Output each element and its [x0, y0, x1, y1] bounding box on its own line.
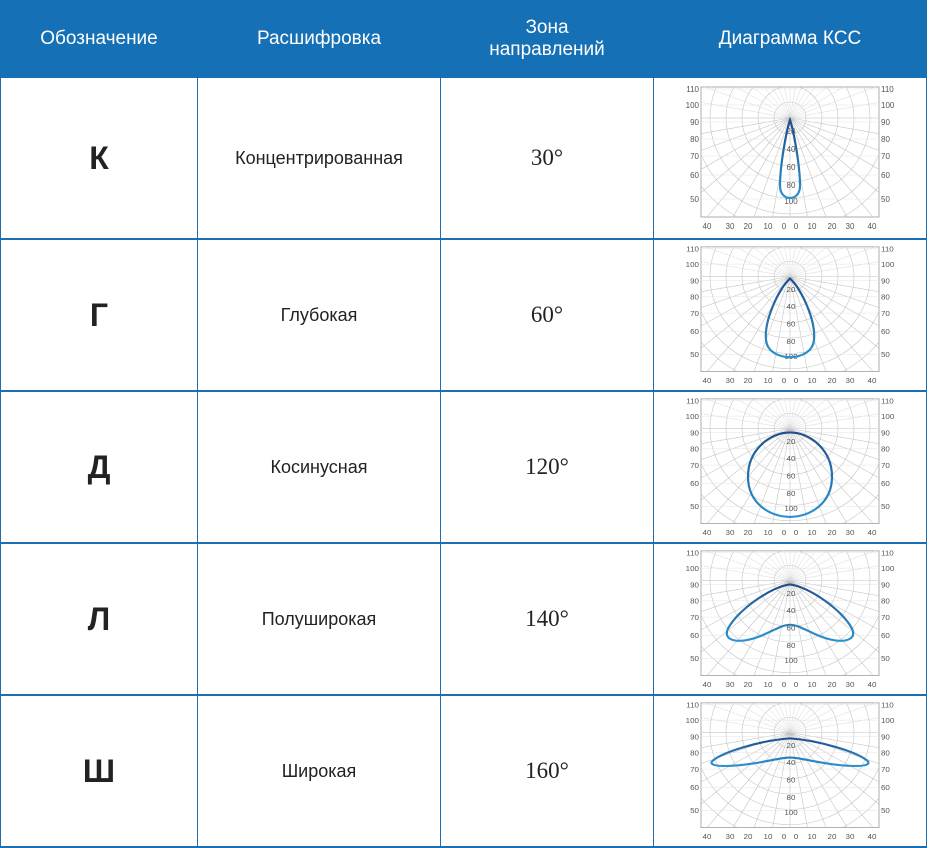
left-scale-label: 70	[690, 461, 699, 470]
right-scale-label: 90	[881, 276, 890, 286]
bottom-angle-label: 20	[743, 376, 753, 386]
bottom-angle-label: 10	[763, 222, 773, 231]
right-scale-label: 50	[881, 502, 890, 512]
right-scale-label: 90	[881, 428, 890, 438]
row-code: Г	[1, 239, 198, 391]
radial-scale-label: 100	[784, 352, 798, 362]
radial-scale-label: 20	[786, 437, 796, 446]
right-scale-label: 50	[881, 195, 890, 204]
bottom-angle-label: 30	[725, 680, 735, 690]
right-scale-label: 60	[881, 479, 890, 489]
row-code: К	[1, 78, 198, 239]
row-name: Широкая	[198, 695, 441, 847]
row-code: Л	[1, 543, 198, 695]
right-scale-label: 100	[881, 716, 895, 725]
bottom-angle-label: 30	[725, 222, 735, 231]
right-scale-label: 90	[881, 118, 890, 127]
bottom-angle-label: 20	[743, 528, 753, 538]
left-scale-label: 50	[690, 654, 699, 664]
bottom-angle-label: 40	[867, 222, 877, 231]
bottom-angle-label: 30	[845, 222, 855, 231]
bottom-angle-label: 30	[725, 528, 735, 538]
kss-polar-diagram	[682, 396, 898, 538]
row-diagram	[654, 78, 927, 239]
left-scale-label: 60	[690, 327, 699, 337]
radial-scale-label: 60	[786, 623, 796, 633]
radial-scale-label: 40	[786, 302, 796, 312]
radial-scale-label: 80	[786, 640, 796, 650]
right-scale-label: 70	[881, 461, 890, 470]
radial-scale-label: 20	[786, 285, 796, 294]
left-scale-label: 70	[690, 765, 699, 774]
radial-scale-label: 80	[786, 336, 796, 346]
kss-polar-diagram	[682, 700, 898, 842]
left-scale-label: 70	[690, 309, 699, 318]
bottom-angle-label: 40	[867, 680, 877, 690]
header-zone-line2: направлений	[489, 39, 605, 60]
right-scale-label: 70	[881, 152, 890, 161]
right-scale-label: 110	[881, 396, 894, 406]
row-zone: 120°	[441, 391, 654, 543]
right-scale-label: 60	[881, 631, 890, 641]
right-scale-label: 50	[881, 654, 890, 664]
radial-scale-label: 60	[786, 163, 796, 172]
row-code: Ш	[1, 695, 198, 847]
radial-scale-label: 40	[786, 606, 796, 616]
right-scale-label: 60	[881, 783, 890, 793]
left-scale-label: 80	[690, 596, 699, 606]
header-designation: Обозначение	[1, 0, 198, 78]
bottom-angle-label: 10	[763, 528, 773, 538]
row-code: Д	[1, 391, 198, 543]
bottom-angle-label: 40	[702, 376, 712, 386]
left-scale-label: 90	[690, 732, 699, 742]
table-row	[1, 543, 927, 695]
bottom-angle-label: 20	[743, 222, 753, 231]
bottom-angle-label: 0	[793, 680, 799, 690]
right-scale-label: 70	[881, 613, 890, 622]
left-scale-label: 110	[686, 396, 699, 406]
left-scale-label: 80	[690, 135, 699, 144]
bottom-angle-label: 20	[827, 832, 837, 842]
header-kss-diagram: Диаграмма КСС	[654, 0, 927, 78]
row-zone: 60°	[441, 239, 654, 391]
bottom-angle-label: 0	[781, 832, 787, 842]
left-scale-label: 90	[690, 276, 699, 286]
right-scale-label: 50	[881, 350, 890, 360]
radial-scale-label: 100	[784, 197, 798, 206]
right-scale-label: 90	[881, 732, 890, 742]
right-scale-label: 80	[881, 596, 890, 606]
radial-scale-label: 80	[786, 488, 796, 498]
left-scale-label: 60	[690, 631, 699, 641]
kss-polar-diagram	[682, 84, 898, 232]
row-diagram	[654, 695, 927, 847]
row-name: Глубокая	[198, 239, 441, 391]
left-scale-label: 70	[690, 152, 699, 161]
right-scale-label: 100	[881, 564, 895, 573]
bottom-angle-label: 10	[807, 832, 817, 842]
radial-scale-label: 20	[786, 741, 796, 750]
radial-scale-label: 100	[784, 808, 798, 818]
left-scale-label: 110	[686, 244, 699, 254]
row-zone: 160°	[441, 695, 654, 847]
bottom-angle-label: 40	[867, 528, 877, 538]
row-zone: 30°	[441, 78, 654, 239]
bottom-angle-label: 30	[725, 832, 735, 842]
radial-scale-label: 60	[786, 319, 796, 329]
bottom-angle-label: 10	[807, 528, 817, 538]
left-scale-label: 110	[686, 548, 699, 558]
table-header-row	[1, 0, 927, 78]
table-row	[1, 78, 927, 239]
bottom-angle-label: 0	[781, 528, 787, 538]
radial-scale-label: 40	[786, 758, 796, 768]
bottom-angle-label: 10	[763, 376, 773, 386]
bottom-angle-label: 10	[807, 376, 817, 386]
right-scale-label: 60	[881, 327, 890, 337]
bottom-angle-label: 20	[743, 832, 753, 842]
left-scale-label: 90	[690, 428, 699, 438]
right-scale-label: 110	[881, 85, 894, 94]
radial-scale-label: 100	[784, 504, 798, 514]
bottom-angle-label: 40	[702, 680, 712, 690]
bottom-angle-label: 0	[781, 376, 787, 386]
bottom-angle-label: 0	[793, 832, 799, 842]
right-scale-label: 80	[881, 444, 890, 454]
right-scale-label: 110	[881, 700, 894, 710]
bottom-angle-label: 10	[763, 680, 773, 690]
radial-scale-label: 80	[786, 181, 796, 190]
bottom-angle-label: 20	[827, 376, 837, 386]
left-scale-label: 100	[685, 101, 699, 110]
left-scale-label: 100	[685, 260, 699, 269]
row-name: Концентрированная	[198, 78, 441, 239]
left-scale-label: 80	[690, 748, 699, 758]
left-scale-label: 100	[685, 716, 699, 725]
right-scale-label: 80	[881, 135, 890, 144]
left-scale-label: 80	[690, 444, 699, 454]
bottom-angle-label: 30	[845, 832, 855, 842]
row-name: Косинусная	[198, 391, 441, 543]
right-scale-label: 100	[881, 260, 895, 269]
bottom-angle-label: 40	[702, 528, 712, 538]
right-scale-label: 50	[881, 806, 890, 816]
bottom-angle-label: 10	[763, 832, 773, 842]
kss-polar-diagram	[682, 548, 898, 690]
radial-scale-label: 20	[786, 127, 796, 136]
row-diagram	[654, 543, 927, 695]
bottom-angle-label: 30	[725, 376, 735, 386]
header-decoding: Расшифровка	[198, 0, 441, 78]
left-scale-label: 50	[690, 350, 699, 360]
radial-scale-label: 40	[786, 454, 796, 464]
radial-scale-label: 80	[786, 792, 796, 802]
left-scale-label: 60	[690, 479, 699, 489]
bottom-angle-label: 0	[793, 528, 799, 538]
row-zone: 140°	[441, 543, 654, 695]
bottom-angle-label: 20	[827, 222, 837, 231]
left-scale-label: 110	[686, 700, 699, 710]
left-scale-label: 90	[690, 118, 699, 127]
left-scale-label: 110	[686, 85, 699, 94]
left-scale-label: 50	[690, 195, 699, 204]
bottom-angle-label: 10	[807, 680, 817, 690]
bottom-angle-label: 30	[845, 528, 855, 538]
bottom-angle-label: 10	[807, 222, 817, 231]
right-scale-label: 60	[881, 171, 890, 180]
radial-scale-label: 60	[786, 471, 796, 481]
bottom-angle-label: 20	[827, 680, 837, 690]
bottom-angle-label: 0	[793, 376, 799, 386]
header-zone-line1: Зона	[525, 17, 569, 38]
bottom-angle-label: 40	[867, 376, 877, 386]
left-scale-label: 90	[690, 580, 699, 590]
right-scale-label: 90	[881, 580, 890, 590]
radial-scale-label: 100	[784, 656, 798, 666]
bottom-angle-label: 40	[702, 832, 712, 842]
left-scale-label: 70	[690, 613, 699, 622]
left-scale-label: 50	[690, 806, 699, 816]
table-row	[1, 239, 927, 391]
right-scale-label: 110	[881, 244, 894, 254]
bottom-angle-label: 0	[793, 222, 799, 231]
table-row	[1, 391, 927, 543]
right-scale-label: 110	[881, 548, 894, 558]
row-diagram	[654, 391, 927, 543]
left-scale-label: 50	[690, 502, 699, 512]
row-name: Полуширокая	[198, 543, 441, 695]
left-scale-label: 60	[690, 783, 699, 793]
radial-scale-label: 40	[786, 145, 796, 154]
right-scale-label: 70	[881, 309, 890, 318]
bottom-angle-label: 30	[845, 376, 855, 386]
left-scale-label: 100	[685, 412, 699, 421]
left-scale-label: 60	[690, 171, 699, 180]
right-scale-label: 80	[881, 292, 890, 302]
bottom-angle-label: 40	[702, 222, 712, 231]
right-scale-label: 70	[881, 765, 890, 774]
table-row	[1, 695, 927, 847]
radial-scale-label: 60	[786, 775, 796, 785]
bottom-angle-label: 20	[827, 528, 837, 538]
bottom-angle-label: 40	[867, 832, 877, 842]
bottom-angle-label: 20	[743, 680, 753, 690]
right-scale-label: 80	[881, 748, 890, 758]
left-scale-label: 100	[685, 564, 699, 573]
bottom-angle-label: 0	[781, 222, 787, 231]
radial-scale-label: 20	[786, 589, 796, 598]
left-scale-label: 80	[690, 292, 699, 302]
bottom-angle-label: 30	[845, 680, 855, 690]
right-scale-label: 100	[881, 101, 895, 110]
kss-polar-diagram	[682, 244, 898, 386]
header-direction-zone	[441, 0, 654, 78]
right-scale-label: 100	[881, 412, 895, 421]
bottom-angle-label: 0	[781, 680, 787, 690]
row-diagram	[654, 239, 927, 391]
